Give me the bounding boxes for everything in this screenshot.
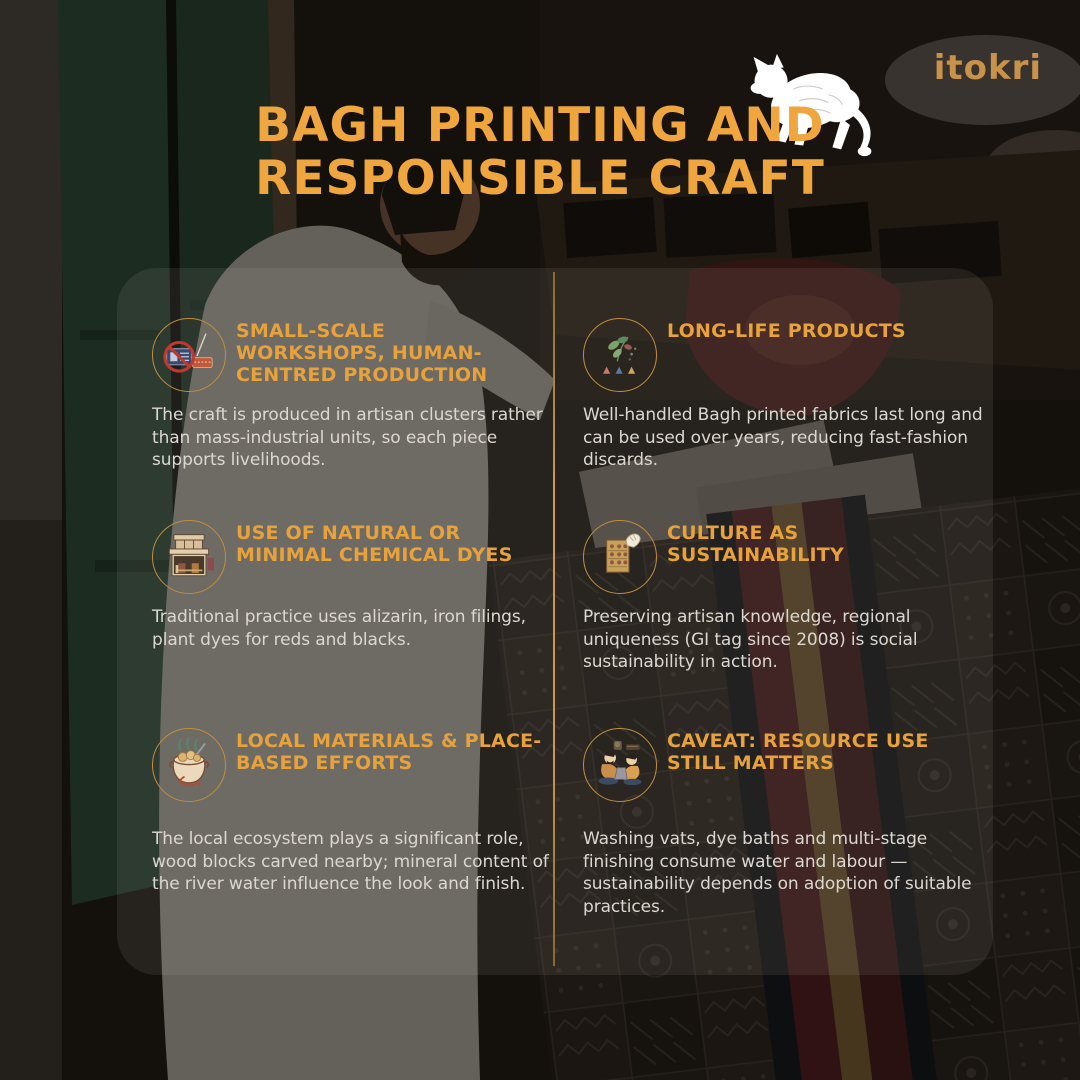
section-body: Well-handled Bagh printed fabrics last long and can be used over years, reducing fast-fashion discards. — [583, 405, 983, 471]
section-title: SMALL-SCALE WORKSHOPS, HUMAN-CENTRED PRODUCTION — [236, 320, 488, 387]
section-title: LONG-LIFE PRODUCTS — [667, 320, 906, 342]
no-mass-production-icon — [152, 318, 226, 392]
section-title: CULTURE AS SUSTAINABILITY — [667, 522, 844, 567]
section-body: The local ecosystem plays a significant role, wood blocks carved nearby; mineral content of the river water influence the look and finish. — [152, 829, 549, 895]
page-title — [150, 100, 930, 205]
two-artisans-icon — [583, 728, 657, 802]
section-title: USE OF NATURAL OR MINIMAL CHEMICAL DYES — [236, 522, 513, 567]
hand-holding-fabric-icon — [583, 520, 657, 594]
section-title: CAVEAT: RESOURCE USE STILL MATTERS — [667, 730, 929, 775]
section-body: Preserving artisan knowledge, regional uniqueness (GI tag since 2008) is social sustainability in action. — [583, 607, 918, 673]
section-body: Washing vats, dye baths and multi-stage finishing consume water and labour — sustainability depends on adoption of suitable practices. — [583, 829, 972, 917]
section-body: Traditional practice uses alizarin, iron filings, plant dyes for reds and blacks. — [152, 607, 526, 650]
dye-pot-icon — [152, 728, 226, 802]
page-title-line2: RESPONSIBLE CRAFT — [255, 150, 825, 206]
itokri-logo: itokri — [933, 48, 1042, 88]
section-body: The craft is produced in artisan clusters rather than mass-industrial units, so each piece supports livelihoods. — [152, 405, 543, 471]
section-title: LOCAL MATERIALS & PLACE-BASED EFFORTS — [236, 730, 542, 775]
leaves-and-dye-triangles-icon — [583, 318, 657, 392]
workshop-building-icon — [152, 520, 226, 594]
page-title-line1: BAGH PRINTING AND — [255, 98, 825, 153]
